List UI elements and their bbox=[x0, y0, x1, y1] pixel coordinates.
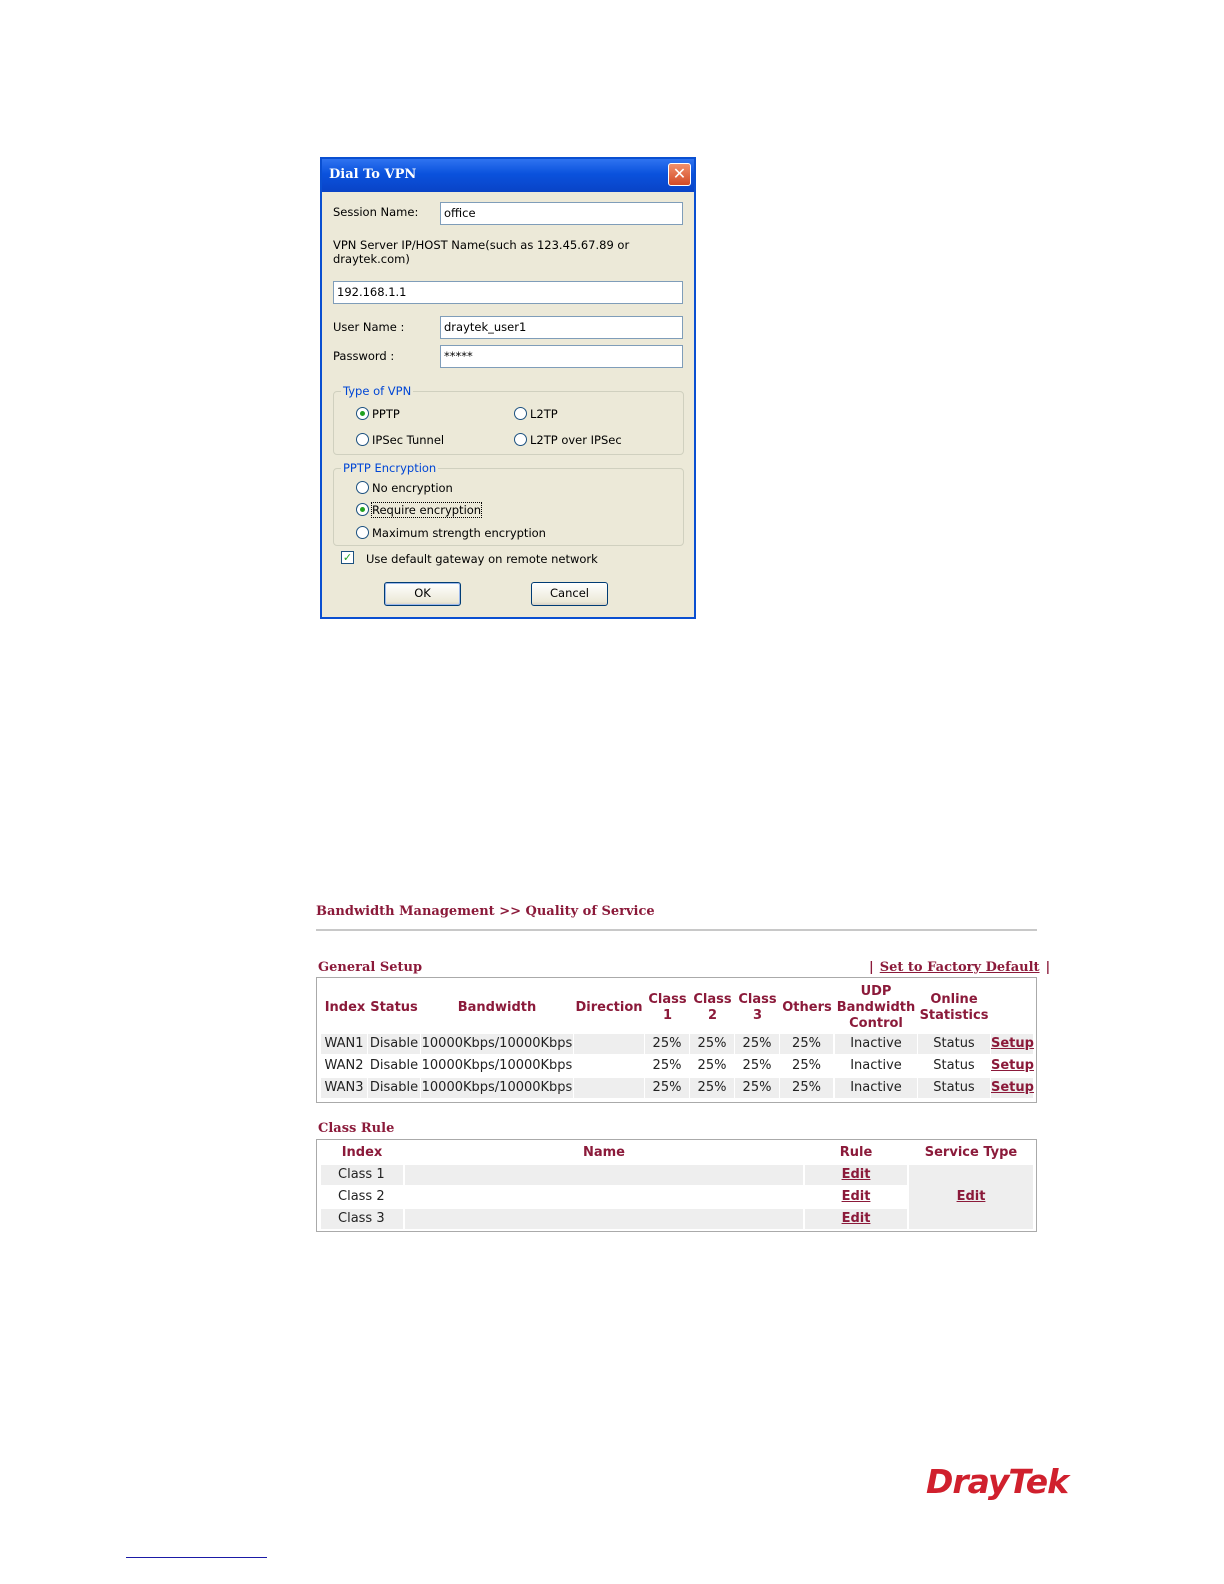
table-cell-bg bbox=[574, 1056, 644, 1076]
class-rule-title: Class Rule bbox=[318, 1121, 395, 1136]
table-cell-index: WAN1 bbox=[324, 1036, 364, 1051]
header-service-type: Service Type bbox=[924, 1145, 1018, 1160]
table-cell-bg bbox=[574, 1034, 644, 1054]
header-index: Index bbox=[324, 1000, 366, 1015]
header-class1: Class 1 bbox=[648, 992, 687, 1023]
table-cell-bandwidth: 10000Kbps/10000Kbps bbox=[421, 1080, 573, 1095]
header-direction: Direction bbox=[575, 1000, 643, 1015]
header-others: Others bbox=[782, 1000, 832, 1015]
header-bandwidth: Bandwidth bbox=[457, 1000, 537, 1015]
radio-no-encryption[interactable] bbox=[356, 481, 369, 494]
table-cell-others: 25% bbox=[792, 1058, 821, 1073]
class-rule-table bbox=[316, 1139, 1037, 1232]
table-cell-bandwidth: 10000Kbps/10000Kbps bbox=[421, 1036, 573, 1051]
table-cell-c2: 25% bbox=[697, 1036, 727, 1051]
table-cell-bg bbox=[405, 1209, 803, 1229]
dialog-title-bar[interactable] bbox=[322, 159, 694, 192]
service-type-edit-link[interactable]: Edit bbox=[956, 1189, 986, 1204]
table-cell-udp: Inactive bbox=[850, 1036, 902, 1051]
separator: | bbox=[1045, 960, 1051, 975]
radio-max-encryption[interactable] bbox=[356, 526, 369, 539]
table-cell-status: Disable bbox=[369, 1036, 419, 1051]
rule-edit-link[interactable]: Edit bbox=[841, 1211, 871, 1226]
class-cell-index: Class 1 bbox=[338, 1167, 385, 1182]
radio-no-encryption-label[interactable]: No encryption bbox=[372, 481, 453, 495]
dial-to-vpn-dialog bbox=[320, 157, 696, 619]
class-cell-index: Class 3 bbox=[338, 1211, 385, 1226]
vpn-server-input[interactable]: 192.168.1.1 bbox=[333, 281, 683, 304]
footer-line bbox=[126, 1557, 267, 1558]
table-cell-c3: 25% bbox=[742, 1036, 772, 1051]
radio-max-encryption-label[interactable]: Maximum strength encryption bbox=[372, 526, 546, 540]
header-class3: Class 3 bbox=[738, 992, 777, 1023]
radio-ipsec-tunnel[interactable] bbox=[356, 433, 369, 446]
setup-link[interactable]: Setup bbox=[991, 1036, 1034, 1051]
header-udp-bandwidth-control: UDP Bandwidth Control bbox=[836, 984, 916, 1031]
separator: | bbox=[869, 960, 874, 975]
radio-l2tp-over-ipsec-label[interactable]: L2TP over IPSec bbox=[530, 433, 622, 447]
radio-ipsec-tunnel-label[interactable]: IPSec Tunnel bbox=[372, 433, 445, 447]
vpn-server-label: VPN Server IP/HOST Name(such as 123.45.67.89 or draytek.com) bbox=[333, 238, 630, 266]
table-cell-c1: 25% bbox=[652, 1058, 682, 1073]
table-cell-udp: Inactive bbox=[850, 1080, 902, 1095]
table-cell-online: Status bbox=[933, 1080, 975, 1095]
table-cell-bg bbox=[405, 1187, 803, 1207]
radio-pptp-label[interactable]: PPTP bbox=[372, 407, 400, 421]
table-cell-others: 25% bbox=[792, 1080, 821, 1095]
radio-l2tp[interactable] bbox=[514, 407, 527, 420]
radio-l2tp-label[interactable]: L2TP bbox=[530, 407, 558, 421]
general-setup-title: General Setup bbox=[318, 960, 423, 975]
dialog-body bbox=[322, 192, 694, 617]
username-label: User Name : bbox=[333, 320, 405, 334]
rule-edit-link[interactable]: Edit bbox=[841, 1189, 871, 1204]
setup-link[interactable]: Setup bbox=[991, 1058, 1034, 1073]
service-type-edit-cell bbox=[909, 1189, 1033, 1204]
session-name-label: Session Name: bbox=[333, 205, 419, 219]
table-cell-status: Disable bbox=[369, 1080, 419, 1095]
table-cell-udp: Inactive bbox=[850, 1058, 902, 1073]
setup-link[interactable]: Setup bbox=[991, 1080, 1034, 1095]
default-gateway-label[interactable]: Use default gateway on remote network bbox=[366, 552, 598, 566]
table-cell-status: Disable bbox=[369, 1058, 419, 1073]
header-rule: Rule bbox=[839, 1145, 873, 1160]
vpn-type-legend: Type of VPN bbox=[343, 384, 412, 398]
general-setup-table bbox=[316, 977, 1037, 1103]
rule-edit-link[interactable]: Edit bbox=[841, 1167, 871, 1182]
factory-default-link[interactable]: Set to Factory Default bbox=[879, 960, 1040, 975]
radio-pptp[interactable] bbox=[356, 407, 369, 420]
radio-require-encryption-label[interactable]: Require encryption bbox=[372, 503, 482, 517]
session-name-input[interactable]: office bbox=[440, 202, 683, 225]
password-input[interactable]: ***** bbox=[440, 345, 683, 368]
close-icon[interactable]: ✕ bbox=[668, 163, 691, 186]
header-class-index: Index bbox=[341, 1145, 383, 1160]
cancel-button[interactable]: Cancel bbox=[531, 582, 608, 606]
header-name: Name bbox=[582, 1145, 625, 1160]
table-cell-c1: 25% bbox=[652, 1080, 682, 1095]
class-cell-index: Class 2 bbox=[338, 1189, 385, 1204]
draytek-logo: DrayTek bbox=[926, 1462, 1069, 1501]
header-status: Status bbox=[370, 1000, 418, 1015]
breadcrumb: Bandwidth Management >> Quality of Service bbox=[316, 904, 655, 919]
table-cell-c3: 25% bbox=[742, 1080, 772, 1095]
divider bbox=[316, 929, 1037, 931]
table-cell-bandwidth: 10000Kbps/10000Kbps bbox=[421, 1058, 573, 1073]
table-cell-bg bbox=[574, 1078, 644, 1098]
table-cell-online: Status bbox=[933, 1058, 975, 1073]
table-cell-index: WAN3 bbox=[324, 1080, 364, 1095]
factory-default-area bbox=[869, 960, 1050, 975]
table-cell-bg bbox=[405, 1165, 803, 1185]
table-cell-c3: 25% bbox=[742, 1058, 772, 1073]
password-label: Password : bbox=[333, 349, 395, 363]
table-cell-c2: 25% bbox=[697, 1080, 727, 1095]
table-cell-index: WAN2 bbox=[324, 1058, 364, 1073]
header-online-statistics: Online Statistics bbox=[919, 992, 989, 1023]
table-cell-online: Status bbox=[933, 1036, 975, 1051]
header-class2: Class 2 bbox=[693, 992, 732, 1023]
pptp-encryption-legend: PPTP Encryption bbox=[343, 461, 437, 475]
table-cell-c1: 25% bbox=[652, 1036, 682, 1051]
default-gateway-checkbox[interactable]: ✓ bbox=[342, 551, 353, 564]
radio-require-encryption[interactable] bbox=[356, 503, 369, 516]
table-cell-others: 25% bbox=[792, 1036, 821, 1051]
dialog-title: Dial To VPN bbox=[329, 167, 417, 182]
username-input[interactable]: draytek_user1 bbox=[440, 316, 683, 339]
radio-l2tp-over-ipsec[interactable] bbox=[514, 433, 527, 446]
table-cell-c2: 25% bbox=[697, 1058, 727, 1073]
ok-button[interactable]: OK bbox=[384, 582, 461, 606]
